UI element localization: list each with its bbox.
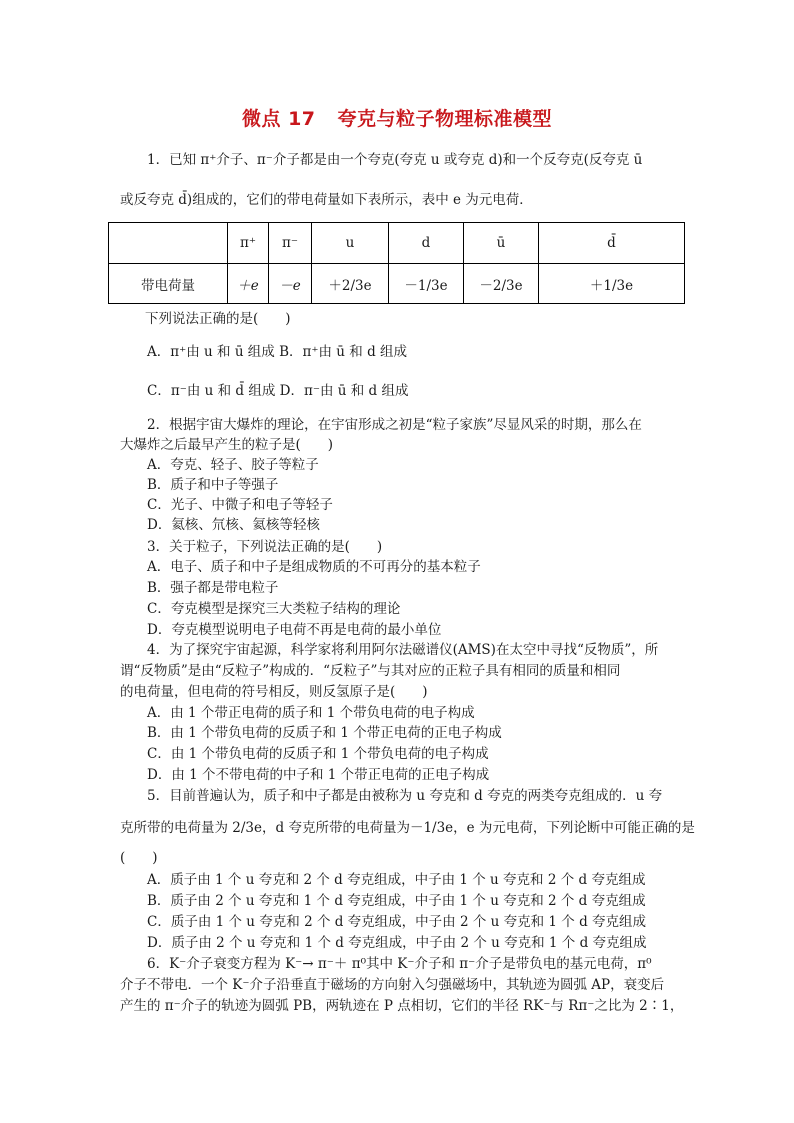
charge-fraction: ＋1/3e (589, 277, 634, 294)
table-header-cell: π⁻ (269, 223, 312, 264)
table-header-cell: π⁺ (228, 223, 269, 264)
q1-stem: 下列说法正确的是( ) (145, 311, 291, 327)
charge-table-data-row (109, 264, 685, 304)
q4-line1: 4．为了探究宇宙起源，科学家将利用阿尔法磁谱仪(AMS)在太空中寻找“反物质”，所 (147, 642, 659, 658)
q5-option-c: C．质子由 1 个 u 夸克和 2 个 d 夸克组成，中子由 2 个 u 夸克和 1 个 d 夸克组成 (147, 914, 647, 930)
table-cell-d (389, 264, 464, 304)
q2-option-b: B．质子和中子等强子 (147, 477, 279, 493)
q1-options-cd: C．π⁻由 u 和 d̄ 组成 D．π⁻由 ū 和 d 组成 (147, 383, 409, 399)
q4-line2: 谓“反物质”是由“反粒子”构成的．“反粒子”与其对应的正粒子具有相同的质量和相同 (120, 663, 621, 679)
q5-option-d: D．质子由 2 个 u 夸克和 1 个 d 夸克组成，中子由 2 个 u 夸克和 1 个 d 夸克组成 (147, 935, 647, 951)
q4-option-d: D．由 1 个不带电荷的中子和 1 个带正电荷的正电子构成 (147, 767, 490, 783)
q1-line2: 或反夸克 d̄)组成的，它们的带电荷量如下表所示，表中 e 为元电荷． (120, 192, 533, 208)
table-cell-pi-minus: －e (269, 264, 312, 304)
q6-line2: 介子不带电．一个 K⁻介子沿垂直于磁场的方向射入匀强磁场中，其轨迹为圆弧 AP，衰变后 (120, 977, 665, 993)
charge-table (108, 222, 685, 304)
title-lesson-number: 微点 17 (241, 108, 316, 130)
q4-option-b: B．由 1 个带负电荷的反质子和 1 个带正电荷的正电子构成 (147, 725, 502, 741)
q3-option-d: D．夸克模型说明电子电荷不再是电荷的最小单位 (147, 622, 442, 638)
q1-options-ab: A．π⁺由 u 和 ū 组成 B．π⁺由 ū 和 d 组成 (147, 344, 408, 360)
table-header-cell: u (312, 223, 389, 264)
table-row-label: 带电荷量 (109, 264, 228, 304)
title-topic: 夸克与粒子物理标准模型 (337, 108, 553, 130)
q2-option-d: D．氦核、氘核、氦核等轻核 (147, 517, 320, 533)
q2-option-c: C．光子、中微子和电子等轻子 (147, 497, 333, 513)
charge-fraction: －1/3e (404, 277, 448, 294)
table-header-cell: d (389, 223, 464, 264)
q3-option-b: B．强子都是带电粒子 (147, 580, 279, 596)
q5-option-b: B．质子由 2 个 u 夸克和 1 个 d 夸克组成，中子由 1 个 u 夸克和 2 个 d 夸克组成 (147, 893, 646, 909)
q3-option-a: A．电子、质子和中子是组成物质的不可再分的基本粒子 (147, 559, 481, 575)
q3-line1: 3．关于粒子，下列说法正确的是( ) (147, 539, 383, 555)
table-cell-dbar (539, 264, 685, 304)
q5-line2: 克所带的电荷量为 2/3e，d 夸克所带的电荷量为－1/3e，e 为元电荷，下列论断中可能正确的是 (120, 820, 695, 836)
q4-line3: 的电荷量，但电荷的符号相反，则反氢原子是( ) (120, 684, 428, 700)
q5-line1: 5．目前普遍认为，质子和中子都是由被称为 u 夸克和 d 夸克的两类夸克组成的．u 夸 (147, 788, 663, 804)
table-header-cell: d̄ (539, 223, 685, 264)
q4-option-c: C．由 1 个带负电荷的反质子和 1 个带负电荷的电子构成 (147, 746, 489, 762)
q4-option-a: A．由 1 个带正电荷的质子和 1 个带负电荷的电子构成 (147, 705, 475, 721)
q2-option-a: A．夸克、轻子、胶子等粒子 (147, 457, 319, 473)
q6-line3: 产生的 π⁻介子的轨迹为圆弧 PB，两轨迹在 P 点相切，它们的半径 RK⁻与 Rπ⁻之比为 2∶1， (120, 998, 684, 1014)
q1-line1: 1．已知 π⁺介子、π⁻介子都是由一个夸克(夸克 u 或夸克 d)和一个反夸克(反夸克 ū (147, 152, 643, 168)
page-title (0, 104, 794, 131)
table-cell-pi-plus: ＋e (228, 264, 269, 304)
q2-line2: 大爆炸之后最早产生的粒子是( ) (120, 437, 334, 453)
q6-line1: 6．K⁻介子衰变方程为 K⁻→ π⁻＋ π⁰其中 K⁻介子和 π⁻介子是带负电的基元电荷，π⁰ (147, 956, 652, 972)
q3-option-c: C．夸克模型是探究三大类粒子结构的理论 (147, 601, 401, 617)
charge-fraction: －2/3e (479, 277, 523, 294)
charge-fraction: ＋2/3e (328, 277, 372, 294)
q5-line3: ( ) (120, 850, 158, 866)
table-header-cell: ū (464, 223, 539, 264)
q5-option-a: A．质子由 1 个 u 夸克和 2 个 d 夸克组成，中子由 1 个 u 夸克和 2 个 d 夸克组成 (147, 872, 646, 888)
table-cell-ubar (464, 264, 539, 304)
charge-table-header-row (109, 223, 685, 264)
table-header-cell (109, 223, 228, 264)
q2-line1: 2．根据宇宙大爆炸的理论，在宇宙形成之初是“粒子家族”尽显风采的时期，那么在 (147, 417, 642, 433)
table-cell-u (312, 264, 389, 304)
